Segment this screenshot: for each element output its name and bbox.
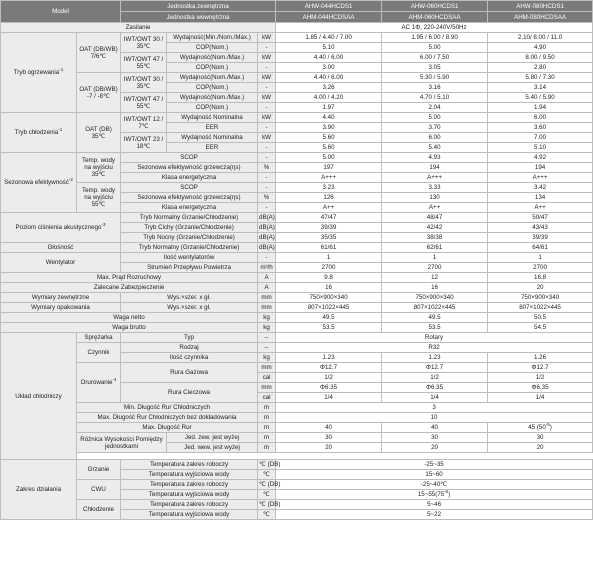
cell: 16.8 [488,273,593,283]
cell: 5.00 [382,113,488,123]
row-unit: ℃ [258,510,276,520]
row-label: Tryb Normalny Grzanie/Chłodzenie) [121,213,258,223]
row-label: Rodzaj [121,343,258,353]
cell: 4.90 [488,43,593,53]
sound-pressure-label: Poziom ciśnienia akustycznego$^{-3}$ [1,213,121,243]
operating-range-label: Zakres działania [1,460,77,520]
row-unit: - [258,253,276,263]
cooling-water-range: 5~22 [276,510,593,520]
max-current-label: Max. Prąd Rozruchowy [1,273,258,283]
row-unit: - [258,83,276,93]
compressor-type-value: Rotary [276,333,593,343]
row-label: Tryb Normalny (Grzanie/Chłodzenie) [121,243,258,253]
cell: 40 [276,423,382,433]
row-unit: - [258,183,276,193]
cell: 3.42 [488,183,593,193]
row-label: SCOP [121,183,258,193]
cell: 1/4 [488,393,593,403]
row-unit: kg [258,353,276,363]
row-label: Wys.×szer. x gł. [121,293,258,303]
cooling-oat: OAT (DB) 35℃ [77,113,121,153]
max-pipe-no-charge-label: Max. Długość Rur Chłodniczych bez dokładowania [77,413,258,423]
cell: 4.93 [382,153,488,163]
cell: 750×900×340 [276,293,382,303]
cell: 3.23 [276,183,382,193]
cell: 16 [382,283,488,293]
row-unit: mm [258,363,276,373]
row-unit: m [258,433,276,443]
cell: 6.00 [488,113,593,123]
package-dimensions-label: Wymiary opakowania [1,303,121,313]
cell: 30 [276,433,382,443]
row-label: Tryb Cichy (Grzanie/Chłodzenie) [121,223,258,233]
cell: 3.60 [488,123,593,133]
gas-pipe-label: Rura Gazowa [121,363,258,383]
refrigerant-type-value: R32 [276,343,593,353]
cell: 3.70 [382,123,488,133]
cell: 5.10 [488,143,593,153]
row-unit: cal [258,393,276,403]
dhw-water-range: $15\sim 55(75^{-6})$ [276,490,593,500]
indoor-unit-header: Jednostka wewnętrzna [121,12,276,23]
row-label: Temperatura wyjściowa wody [121,470,258,480]
cell: 1/4 [382,393,488,403]
power-supply-label: Zasilanie [1,23,276,33]
cell: 750×900×340 [488,293,593,303]
row-label: Temperatura zakres roboczy [121,500,258,510]
cell: 1/2 [276,373,382,383]
piping-label: Orurowanie$^{-4}$ [77,363,121,403]
seasonal-temp-35: Temp. wody na wyjściu 35℃ [77,153,121,183]
row-unit: ℃ (DB) [259,481,281,488]
row-label: Ilość czynnika [121,353,258,363]
cell: A++ [488,203,593,213]
max-pipe-no-charge-value: 10 [276,413,593,423]
row-unit: kW [258,53,276,63]
dhw-range-label: CWU [77,480,121,500]
max-pipe-length-label: Max. Długość Rur [77,423,258,433]
net-weight-label: Waga netto [1,313,258,323]
min-pipe-length-value: 3 [276,403,593,413]
cell: 50/47 [488,213,593,223]
cell: 3.00 [276,63,382,73]
power-supply-value: AC 1Φ, 220-240V/50Hz [276,23,593,33]
cell: Φ12.7 [276,363,382,373]
row-label: Wydajność Nominalna [167,113,258,123]
cell: 5.40 [382,143,488,153]
cell: 45 $(50^{-5})$ [488,423,593,433]
row-unit: - [258,43,276,53]
cell: 194 [382,163,488,173]
cell: 6.00 / 7.50 [382,53,488,63]
row-unit: m [258,413,276,423]
cell: 62/61 [382,243,488,253]
outdoor-model-1: AHW-044HCDS1 [276,1,382,12]
row-label: Typ [121,333,258,343]
fuse-label: Zalecane Zabezpieczenie [1,283,258,293]
row-label: Sezonowa efektywność grzewcza(ηs) [121,163,258,173]
row-label: Klasa energetyczna [121,203,258,213]
row-unit: A [258,273,276,283]
row-label: COP(Nom.) [167,83,258,93]
cell: 16 [276,283,382,293]
cell: 4.00 / 4.20 [276,93,382,103]
cell: 5.40 / 5.90 [488,93,593,103]
cell: 750×900×340 [382,293,488,303]
row-unit: - [258,123,276,133]
outdoor-unit-header: Jednostka zewnętrzna [121,1,276,12]
row-unit: kW [258,93,276,103]
model-header: Model [1,1,121,23]
min-pipe-length-label: Min. Długość Rur Chłodniczych [77,403,258,413]
cell: 3.05 [382,63,488,73]
row-unit: mm [258,383,276,393]
cell: 1/2 [488,373,593,383]
row-unit: kg [258,313,276,323]
cooling-range-label: Chłodzenie [77,500,121,520]
row-label: Klasa energetyczna [121,173,258,183]
cell: 130 [382,193,488,203]
row-unit: - [258,143,276,153]
cell: 40 [382,423,488,433]
cell: 5.30 / 5.90 [382,73,488,83]
row-unit: dB(A) [259,234,275,241]
cell: 1.95 / 6.00 / 8.90 [382,33,488,43]
cell: 3.90 [276,123,382,133]
cell: 5.60 [276,143,382,153]
cooling-ambient-range: 5~46 [276,500,593,510]
cell: 4.40 / 6.00 [276,53,382,63]
cell: 38/38 [382,233,488,243]
compressor-label: Sprężarka [77,333,121,343]
row-label: COP(Nom.) [167,43,258,53]
refrigerant-label: Czynnik [77,343,121,363]
cell: 2.04 [382,103,488,113]
refrigerant-system-label: Układ chłodniczy [1,333,77,460]
cell: A+++ [276,173,382,183]
cell: A+++ [382,173,488,183]
row-label: EER [167,143,258,153]
cell: 53.5 [276,323,382,333]
cell: 30 [488,433,593,443]
row-unit: m [258,403,276,413]
cell: 1.97 [276,103,382,113]
cell: 49.5 [276,313,382,323]
cell: 1.26 [488,353,593,363]
cell: 5.60 [276,133,382,143]
cell: 9.8 [276,273,382,283]
cell: 4.40 [276,113,382,123]
cell: 1.94 [488,103,593,113]
row-unit: – [258,343,276,353]
row-unit: kW [258,33,276,43]
row-unit: kW [258,133,276,143]
cell: Φ6.35 [382,383,488,393]
cell: A++ [276,203,382,213]
row-unit: ℃ [258,470,276,480]
cell: 43/43 [488,223,593,233]
row-unit: - [258,153,276,163]
row-unit: - [258,103,276,113]
cell: 194 [488,163,593,173]
cell: 2.10/ 8.00 / 11.0 [488,33,593,43]
cell: 20 [382,443,488,453]
cell: Φ6.35 [488,383,593,393]
row-unit: - [258,203,276,213]
cell: 1 [488,253,593,263]
row-label: Temperatura wyjściowa wody [121,510,258,520]
row-label: Wydajność(Min./Nom./Max.) [167,33,258,43]
cell: 807×1022×445 [276,303,382,313]
cell: 54.5 [488,323,593,333]
cell: 5.10 [276,43,382,53]
seasonal-efficiency-label: Sezonowa efektywność$^{-2}$ [1,153,77,213]
heating-range-label: Grzanie [77,460,121,480]
cell: 1.85 / 4.40 / 7.00 [276,33,382,43]
indoor-model-3: AHM-080HCDSAA [488,12,593,23]
cell: 126 [276,193,382,203]
cell: 50.5 [488,313,593,323]
gross-weight-label: Waga brutto [1,323,258,333]
cell: 1.23 [382,353,488,363]
cell: 4.92 [488,153,593,163]
row-unit: ℃ (DB) [259,501,281,508]
seasonal-temp-55: Temp. wody na wyjściu 55℃ [77,183,121,213]
indoor-model-1: AHM-044HCDSAA [276,12,382,23]
cell: 64/61 [488,243,593,253]
cell: 53.5 [382,323,488,333]
heating-mode-label: Tryb ogrzewania$^{-1}$ [1,33,77,113]
cell: 6.00 [382,133,488,143]
heating-iwt-30-a: IWT/OWT 30 / 35℃ [121,33,167,53]
row-label: Wydajność(Nom./Max.) [167,73,258,83]
row-unit: ℃ [258,490,276,500]
cell: 3.14 [488,83,593,93]
cooling-mode-label: Tryb chłodzenia$^{-1}$ [1,113,77,153]
row-unit: cal [258,373,276,383]
cell: Φ12.7 [382,363,488,373]
row-label: Wydajność Nominalna [167,133,258,143]
cell: 48/47 [382,213,488,223]
cell: 2700 [382,263,488,273]
heating-iwt-47-a: IWT/OWT 47 / 55℃ [121,53,167,73]
row-label: Jed. zew. jest wyżej [167,433,258,443]
row-label: Sezonowa efektywność grzewcza(ηs) [121,193,258,203]
row-label: COP(Nom.) [167,103,258,113]
cell: 1.23 [276,353,382,363]
outdoor-model-3: AHW-080HCDS1 [488,1,593,12]
cell: 4.70 / 5.10 [382,93,488,103]
cell: 20 [276,443,382,453]
cell: 5.00 [382,43,488,53]
row-label: Jed. wew. jest wyżej [167,443,258,453]
row-unit: % [258,193,276,203]
cell: Φ12.7 [488,363,593,373]
row-unit: m [258,423,276,433]
heating-ambient-range: -25~35 [276,460,593,470]
row-label: Temperatura zakres roboczy [121,480,258,490]
heating-iwt-47-b: IWT/OWT 47 / 55℃ [121,93,167,113]
dhw-ambient-range: -25~40℃ [276,480,593,490]
row-unit: kg [258,323,276,333]
cell: 3.26 [276,83,382,93]
row-unit: dB(A) [259,214,275,221]
cell: 20 [488,283,593,293]
row-label: SCOP [121,153,258,163]
cell: 807×1022×445 [382,303,488,313]
cell: 5.80 / 7.30 [488,73,593,83]
cell: 807×1022×445 [488,303,593,313]
outdoor-model-2: AHW-060HCDS1 [382,1,488,12]
outdoor-dimensions-label: Wymiary zewnętrzne [1,293,121,303]
cell: 47/47 [276,213,382,223]
cell: 20 [488,443,593,453]
row-unit: m [258,443,276,453]
cell: A++ [382,203,488,213]
cell: 1 [382,253,488,263]
heating-oat-1: OAT (DB/WB) 7/6℃ [77,33,121,73]
row-unit: mm [258,303,276,313]
heating-oat-2: OAT (DB/WB) -7 / -8℃ [77,73,121,113]
cell: 49.5 [382,313,488,323]
cell: 1/2 [382,373,488,383]
cell: 134 [488,193,593,203]
cell: 7.00 [488,133,593,143]
row-unit: ℃ (DB) [259,461,281,468]
fan-label: Wentylator [1,253,121,273]
cooling-iwt-12: IWT/OWT 12 / 7℃ [121,113,167,133]
row-unit: kW [258,73,276,83]
heating-water-range: 15~60 [276,470,593,480]
row-label: Wydajność(Nom./Max.) [167,93,258,103]
cell: 30 [382,433,488,443]
cell: 1/4 [276,393,382,403]
cooling-iwt-23: IWT/OWT 23 / 18℃ [121,133,167,153]
cell: 39/39 [276,223,382,233]
cell: 197 [276,163,382,173]
row-unit: % [258,163,276,173]
row-label: Wys.×szer. x gł. [121,303,258,313]
cell: 2.80 [488,63,593,73]
cell: 61/61 [276,243,382,253]
indoor-model-2: AHM-060HCDSAA [382,12,488,23]
row-unit: - [258,63,276,73]
row-label: Wydajność(Nom./Max.) [167,53,258,63]
row-unit: - [258,173,276,183]
sound-power-label: Głośność [1,243,121,253]
cell: 8.00 / 9.50 [488,53,593,63]
liquid-pipe-label: Rura Cieczowa [121,383,258,403]
row-unit: kW [258,113,276,123]
row-label: Strumień Przepływu Powietrza [121,263,258,273]
row-unit: dB(A) [259,244,275,251]
row-label: EER [167,123,258,133]
cell: 3.16 [382,83,488,93]
cell: 4.40 / 6.00 [276,73,382,83]
cell: A+++ [488,173,593,183]
row-label: Tryb Nocny (Grzanie/Chłodzenie) [121,233,258,243]
heating-iwt-30-b: IWT/OWT 30 / 35℃ [121,73,167,93]
cell: 3.33 [382,183,488,193]
row-label: Temperatura zakres roboczy [121,460,258,470]
row-unit: dB(A) [259,224,275,231]
row-unit: mm [258,293,276,303]
cell: 35/35 [276,233,382,243]
cell: 42/42 [382,223,488,233]
row-label: Temperatura wyjściowa wody [121,490,258,500]
row-unit: A [258,283,276,293]
height-difference-label: Różnica Wysokości Pomiędzy jednostkami [77,433,167,453]
cell: 5.00 [276,153,382,163]
cell: 2700 [276,263,382,273]
row-unit: – [258,333,276,343]
row-label: Ilość wentylatorów [121,253,258,263]
cell: Φ6.35 [276,383,382,393]
cell: 39/39 [488,233,593,243]
row-label: COP(Nom.) [167,63,258,73]
cell: 1 [276,253,382,263]
row-unit: m³/h [258,263,276,273]
cell: 2700 [488,263,593,273]
cell: 12 [382,273,488,283]
